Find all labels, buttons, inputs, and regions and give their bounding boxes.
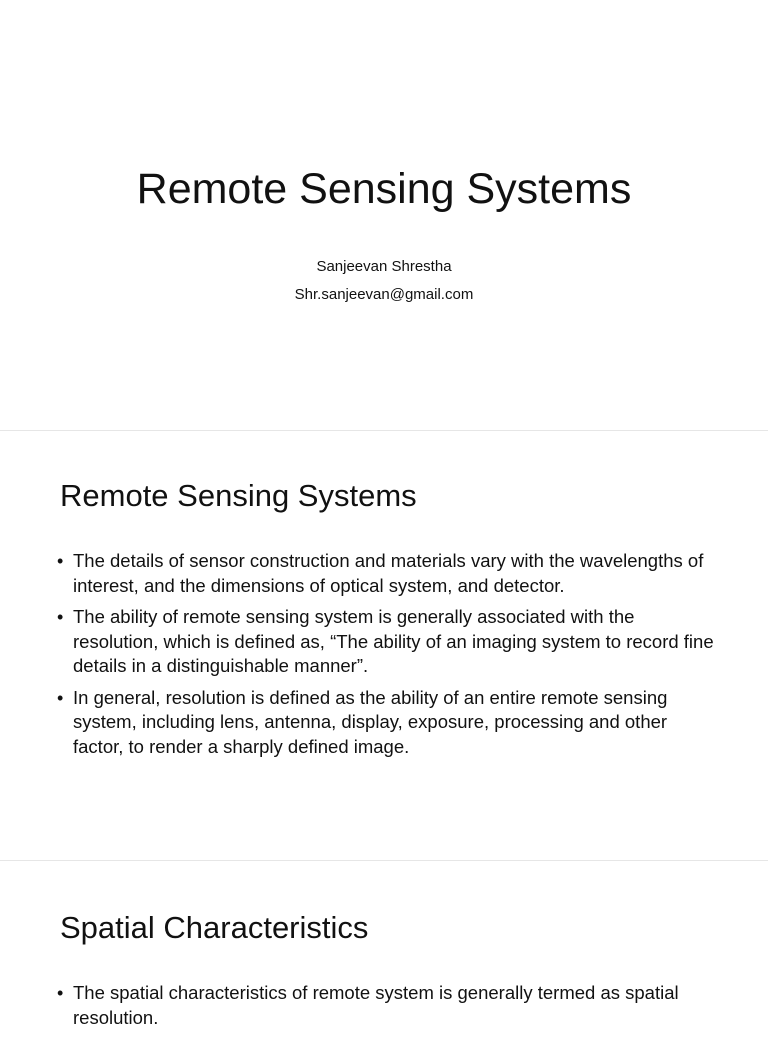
bullet-text: In general, resolution is defined as the ability of an entire remote sensing system, including lens, antenna, display, exposure, processing and other factor, to render a sharply defined image. xyxy=(73,686,668,757)
slide-divider xyxy=(0,430,768,431)
bullet-item xyxy=(57,981,717,1030)
slide-heading: Spatial Characteristics xyxy=(60,910,369,945)
bullet-icon: • xyxy=(57,607,64,627)
bullet-list xyxy=(57,549,717,766)
bullet-text: The details of sensor construction and materials vary with the wavelengths of interest, and the dimensions of optical system, and detector. xyxy=(73,550,704,596)
bullet-icon: • xyxy=(57,983,64,1003)
spatial-slide xyxy=(0,862,768,1028)
bullet-list xyxy=(57,981,717,1037)
bullet-item xyxy=(57,686,717,760)
slide-heading: Remote Sensing Systems xyxy=(60,478,417,513)
bullet-text: The ability of remote sensing system is generally associated with the resolution, which is defined as, “The ability of an imaging system to record fine details in a distinguishable manner”. xyxy=(73,606,714,676)
bullet-item xyxy=(57,605,717,679)
author-name: Sanjeevan Shrestha xyxy=(316,258,452,275)
presentation-title: Remote Sensing Systems xyxy=(136,165,632,213)
content-slide xyxy=(0,432,768,860)
bullet-text: The spatial characteristics of remote system is generally termed as spatial resolution. xyxy=(73,982,679,1028)
bullet-icon: • xyxy=(57,687,64,708)
author-email: Shr.sanjeevan@gmail.com xyxy=(294,286,474,303)
bullet-item xyxy=(57,549,717,598)
title-slide xyxy=(0,0,768,430)
slide-divider xyxy=(0,860,768,861)
bullet-icon: • xyxy=(57,551,64,571)
